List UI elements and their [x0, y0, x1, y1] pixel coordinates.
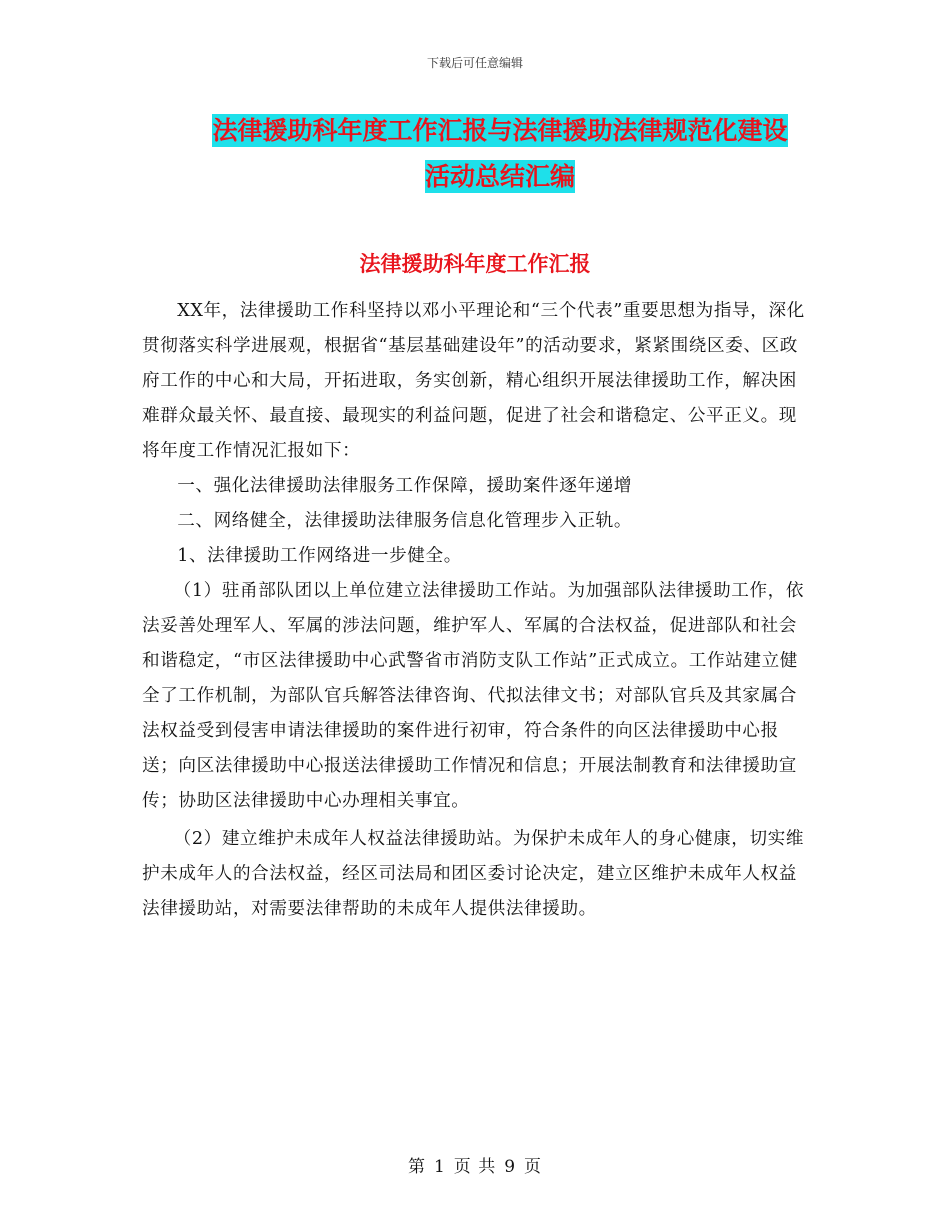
footer-prefix: 第 — [407, 1157, 426, 1177]
document-body — [142, 294, 810, 927]
paragraph-intro: XX年，法律援助工作科坚持以邓小平理论和“三个代表”重要思想为指导，深化贯彻落实科学进展观，根据省“基层基础建设年”的活动要求，紧紧围绕区委、区政府工作的中心和大局，开拓进取，务实创新，精心组织开展法律援助工作，解决困难群众最关怀、最直接、最现实的利益问题，促进了社会和谐稳定、公平正义。现将年度工作情况汇报如下： — [142, 301, 805, 461]
footer-page-current: 1 — [433, 1157, 446, 1177]
footer-page-total: 9 — [504, 1157, 517, 1177]
paragraph-heading-1: 一、强化法律援助法律服务工作保障，援助案件逐年递增 — [177, 476, 633, 496]
paragraph-item-1: （1）驻甬部队团以上单位建立法律援助工作站。为加强部队法律援助工作，依法妥善处理军人、军属的涉法问题，维护军人、军属的合法权益，促进部队和社会和谐稳定，“市区法律援助中心武警省市消防支队工作站”正式成立。工作站建立健全了工作机制，为部队官兵解答法律咨询、代拟法律文书；对部队官兵及其家属合法权益受到侵害申请法律援助的案件进行初审，符合条件的向区法律援助中心报送；向区法律援助中心报送法律援助工作情况和信息；开展法制教育和法律援助宣传；协助区法律援助中心办理相关事宜。 — [142, 581, 805, 811]
page-footer — [0, 1152, 950, 1177]
paragraph-item-2: （2）建立维护未成年人权益法律援助站。为保护未成年人的身心健康，切实维护未成年人的合法权益，经区司法局和团区委讨论决定，建立区维护未成年人权益法律援助站，对需要法律帮助的未成年人提供法律援助。 — [142, 829, 805, 919]
footer-suffix: 页 — [524, 1157, 543, 1177]
paragraph-subheading-1: 1、法律援助工作网络进一步健全。 — [177, 546, 462, 566]
paragraph-heading-2: 二、网络健全，法律援助法律服务信息化管理步入正轨。 — [177, 511, 633, 531]
section-title: 法律援助科年度工作汇报 — [359, 252, 591, 276]
document-title — [140, 108, 860, 200]
document-title-line-1: 法律援助科年度工作汇报与法律援助法律规范化建设 — [212, 116, 788, 145]
document-title-line-2: 活动总结汇编 — [424, 162, 575, 191]
header-note: 下载后可任意编辑 — [426, 56, 523, 70]
footer-middle: 页 共 — [453, 1157, 497, 1177]
